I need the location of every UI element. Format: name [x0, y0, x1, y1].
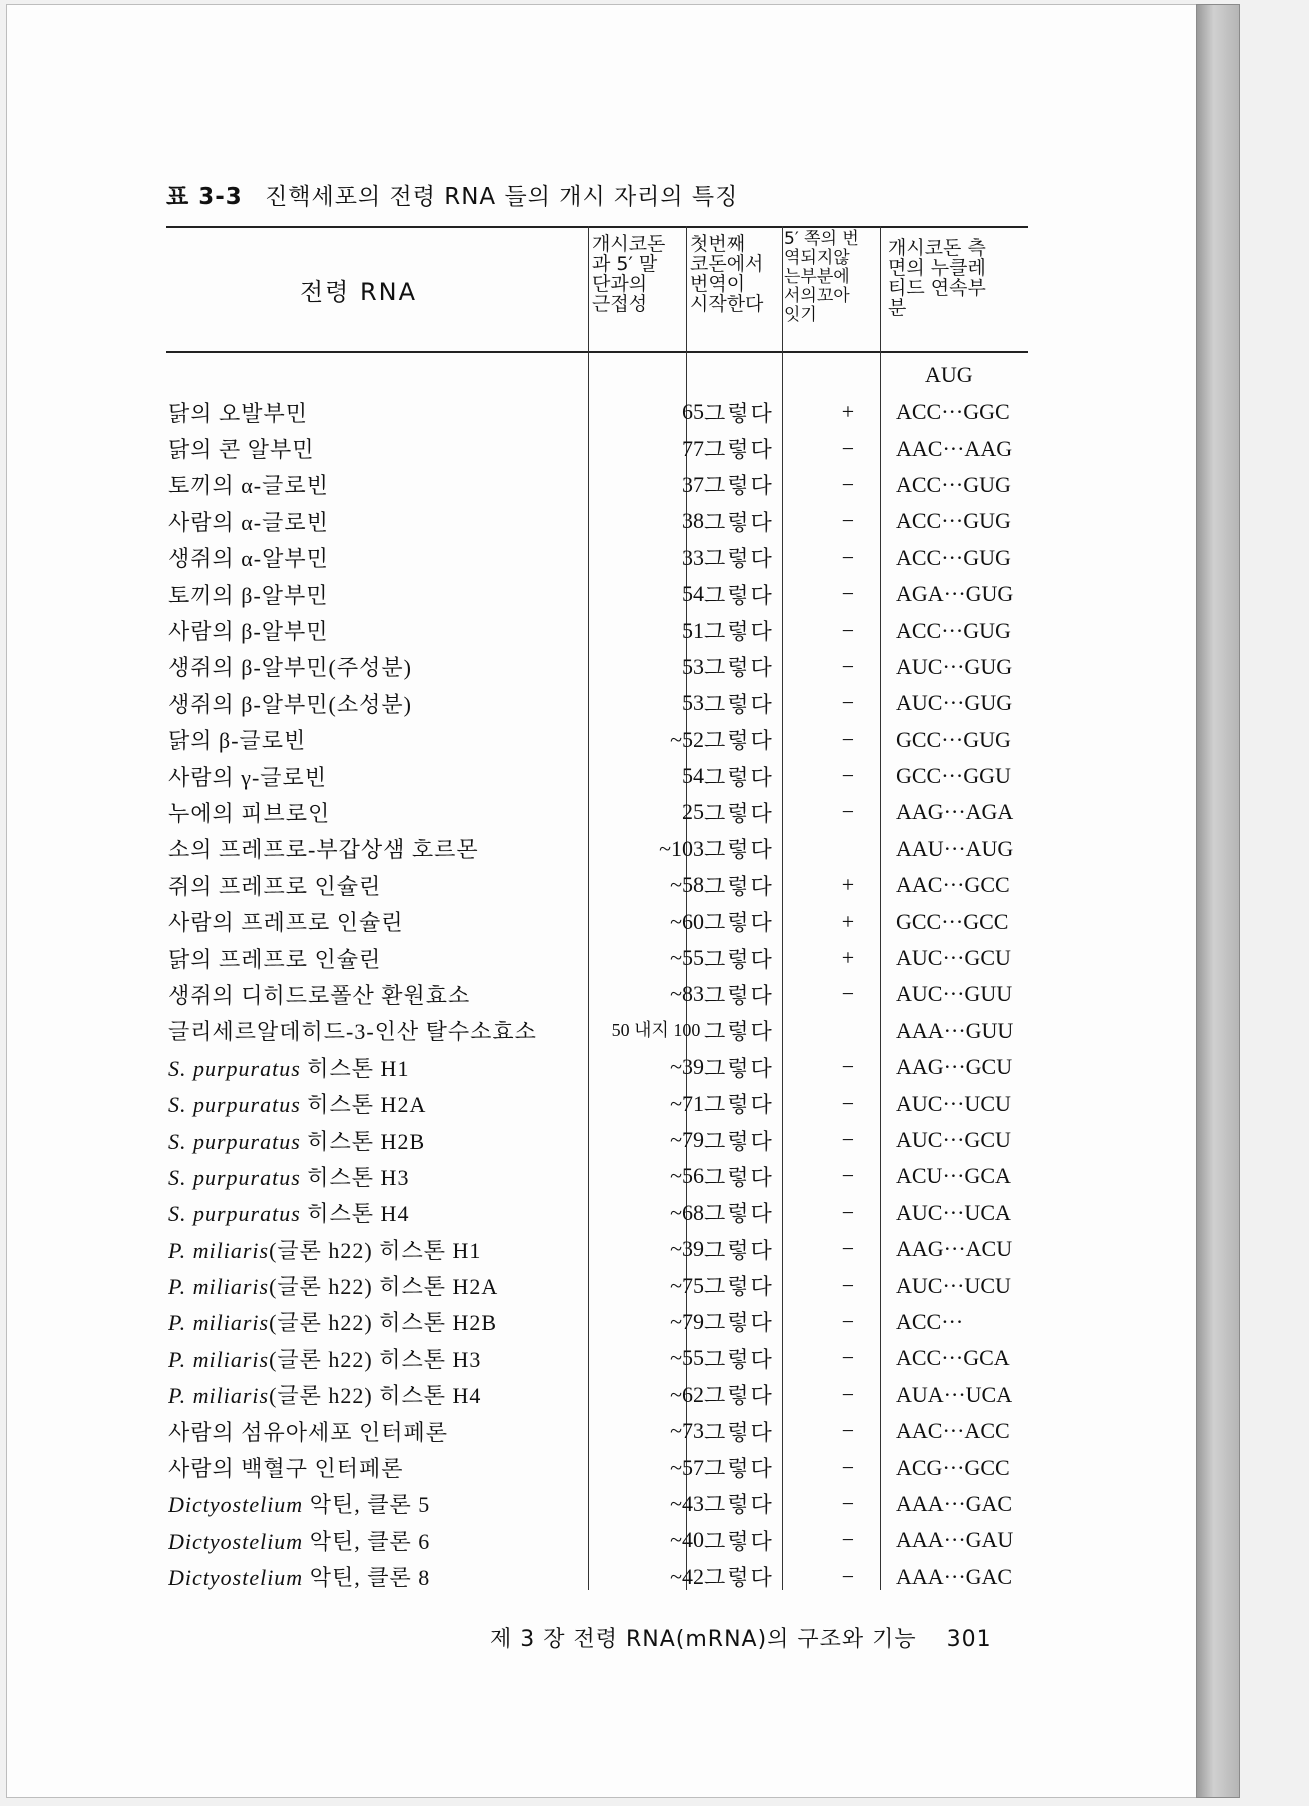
header-flanking: 개시코돈 측 면의 누클레 티드 연속부 분	[888, 237, 986, 319]
proximity-cell: ~60	[670, 908, 704, 934]
hairpin-cell: −	[841, 981, 855, 1007]
flanking-seq-cell: AUC···GCU	[896, 945, 1011, 971]
first-codon-cell: 그렇다	[704, 982, 774, 1008]
first-codon-cell: 그렇다	[704, 1419, 774, 1445]
proximity-cell: 54	[682, 763, 704, 789]
mrna-name-cell	[168, 467, 608, 503]
species-name: P. miliaris	[168, 1237, 270, 1263]
first-codon-cell: 그렇다	[704, 764, 774, 790]
mrna-name: 소의 프레프로-부갑상샘 호르몬	[168, 837, 479, 863]
hairpin-cell: −	[841, 435, 855, 461]
proximity-cell: 51	[682, 617, 704, 643]
mrna-name-cell	[168, 612, 608, 648]
page-footer	[490, 1622, 992, 1653]
hairpin-cell	[800, 1013, 896, 1049]
flanking-seq-cell: AAC···AAG	[896, 435, 1013, 461]
mrna-name-cell	[168, 758, 608, 794]
table-top-rule	[166, 226, 1028, 228]
mrna-name: 사람의 프레프로 인슐린	[168, 910, 404, 936]
mrna-name-cell	[168, 576, 608, 612]
mrna-name-cell	[168, 1158, 608, 1194]
first-codon-cell: 그렇다	[704, 1237, 774, 1263]
proximity-cell: ~40	[670, 1527, 704, 1553]
first-codon-cell: 그렇다	[704, 837, 774, 863]
hairpin-cell: −	[841, 1308, 855, 1334]
proximity-cell: ~62	[670, 1381, 704, 1407]
mrna-name: 히스톤 H2A	[307, 1092, 427, 1118]
species-name: S. purpuratus	[168, 1201, 301, 1227]
mrna-name: 토끼의 α-글로빈	[168, 473, 329, 499]
table-row	[168, 1049, 1046, 1085]
species-name: S. purpuratus	[168, 1128, 301, 1154]
table-row	[168, 1085, 1046, 1121]
table-row	[168, 1449, 1046, 1485]
first-codon-cell: 그렇다	[704, 691, 774, 717]
table-row	[168, 685, 1046, 721]
mrna-name: 사람의 γ-글로빈	[168, 764, 328, 790]
proximity-cell: ~73	[670, 1418, 704, 1444]
proximity-cell: ~103	[659, 835, 704, 861]
proximity-cell: 38	[682, 508, 704, 534]
flanking-seq-cell: AAU···AUG	[896, 835, 1014, 861]
mrna-name: 히스톤 H3	[307, 1164, 410, 1190]
mrna-name-cell	[168, 976, 608, 1012]
proximity-cell: ~75	[670, 1272, 704, 1298]
first-codon-cell: 그렇다	[704, 400, 774, 426]
flanking-seq-cell: GCC···GCC	[896, 908, 1009, 934]
table-row	[168, 1340, 1046, 1376]
flanking-seq-cell: GCC···GGU	[896, 763, 1011, 789]
first-codon-cell: 그렇다	[704, 1164, 774, 1190]
table-row	[168, 831, 1046, 867]
mrna-name-cell	[168, 540, 608, 576]
species-name: S. purpuratus	[168, 1055, 301, 1081]
aug-label: AUG	[925, 362, 973, 387]
table-row	[168, 1304, 1046, 1340]
table-row	[168, 1158, 1046, 1194]
mrna-name: (글론 h22) 히스톤 H2A	[269, 1274, 499, 1300]
table-row	[168, 1377, 1046, 1413]
mrna-name: 생쥐의 α-알부민	[168, 546, 329, 572]
proximity-cell: ~39	[670, 1054, 704, 1080]
table-row	[168, 1231, 1046, 1267]
hairpin-cell: −	[841, 726, 855, 752]
first-codon-cell: 그렇다	[704, 1055, 774, 1081]
proximity-cell: 50 내지 100	[611, 1020, 701, 1041]
table-row	[168, 1122, 1046, 1158]
mrna-name: 히스톤 H1	[307, 1055, 410, 1081]
first-codon-cell: 그렇다	[704, 1565, 774, 1591]
flanking-seq-cell: AUC···UCA	[896, 1199, 1011, 1225]
mrna-name-cell	[168, 867, 608, 903]
hairpin-cell: −	[841, 544, 855, 570]
table-row	[168, 1013, 1046, 1049]
flanking-seq-cell: AAA···GAC	[896, 1490, 1013, 1516]
hairpin-cell: −	[841, 1054, 855, 1080]
mrna-name-cell	[168, 1304, 608, 1340]
flanking-seq-cell: AAG···AGA	[896, 799, 1014, 825]
hairpin-cell: −	[841, 1127, 855, 1152]
hairpin-cell: −	[841, 653, 855, 679]
hairpin-cell: −	[841, 1090, 855, 1116]
first-codon-cell: 그렇다	[704, 1201, 774, 1227]
mrna-name: (글론 h22) 히스톤 H3	[269, 1346, 482, 1372]
flanking-seq-cell: AAA···GAC	[896, 1563, 1013, 1589]
species-name: S. purpuratus	[168, 1092, 301, 1118]
species-name: Dictyostelium	[168, 1492, 304, 1518]
proximity-cell: ~55	[670, 945, 704, 971]
mrna-name: 사람의 섬유아세포 인터페론	[168, 1419, 449, 1445]
flanking-seq-cell: ACG···GCC	[896, 1454, 1010, 1480]
hairpin-cell: −	[841, 1490, 855, 1516]
table-row	[168, 503, 1046, 539]
table-row	[168, 576, 1046, 612]
first-codon-cell: 그렇다	[704, 1092, 774, 1118]
flanking-seq-cell: ACC···GGC	[896, 399, 1010, 425]
mrna-name-cell	[168, 685, 608, 721]
table-row	[168, 649, 1046, 685]
hairpin-cell: +	[841, 399, 855, 425]
mrna-name: 히스톤 H4	[307, 1201, 410, 1227]
mrna-name-cell	[168, 1195, 608, 1231]
table-row	[168, 794, 1046, 830]
first-codon-cell: 그렇다	[704, 800, 774, 826]
first-codon-cell: 그렇다	[704, 619, 774, 645]
flanking-seq-cell: AUC···GCU	[896, 1127, 1011, 1152]
species-name: Dictyostelium	[168, 1565, 304, 1591]
table-row	[168, 758, 1046, 794]
first-codon-cell: 그렇다	[704, 873, 774, 899]
species-name: P. miliaris	[168, 1383, 270, 1409]
mrna-name: 닭의 β-글로빈	[168, 728, 307, 754]
proximity-cell: ~56	[670, 1163, 704, 1189]
table-row	[168, 1267, 1046, 1303]
first-codon-cell: 그렇다	[704, 1274, 774, 1300]
mrna-name: 닭의 오발부민	[168, 400, 309, 426]
first-codon-cell: 그렇다	[704, 910, 774, 936]
hairpin-cell: −	[841, 690, 855, 716]
mrna-name: (글론 h22) 히스톤 H2B	[269, 1310, 498, 1336]
hairpin-cell: −	[841, 763, 855, 789]
flanking-seq-cell: ACC···GCA	[896, 1345, 1010, 1371]
mrna-name-cell	[168, 903, 608, 939]
mrna-name: 악틴, 클론 5	[309, 1492, 431, 1518]
species-name: Dictyostelium	[168, 1528, 304, 1554]
species-name: P. miliaris	[168, 1346, 270, 1372]
proximity-cell: ~55	[670, 1345, 704, 1371]
table-caption	[166, 178, 738, 211]
table-row	[168, 722, 1046, 758]
table-row	[168, 903, 1046, 939]
table-row	[168, 430, 1046, 466]
mrna-name: 히스톤 H2B	[307, 1128, 426, 1154]
first-codon-cell: 그렇다	[704, 582, 774, 608]
proximity-cell: ~58	[670, 872, 704, 898]
hairpin-cell: +	[841, 908, 855, 934]
hairpin-cell: −	[841, 1527, 855, 1553]
mrna-name-cell	[168, 794, 608, 830]
proximity-cell: ~42	[670, 1563, 704, 1589]
table-row	[168, 867, 1046, 903]
hairpin-cell: −	[841, 581, 855, 607]
flanking-seq-cell: AUC···UCU	[896, 1090, 1011, 1116]
proximity-cell: 53	[682, 690, 704, 716]
mrna-name-cell	[168, 1340, 608, 1376]
mrna-name: 악틴, 클론 8	[309, 1565, 431, 1591]
proximity-cell: ~71	[670, 1090, 704, 1116]
flanking-seq-cell: AUC···GUG	[896, 690, 1013, 716]
first-codon-cell: 그렇다	[704, 546, 774, 572]
header-proximity: 개시코돈 과 5′ 말 단과의 근접성	[592, 233, 666, 315]
mrna-name-cell	[168, 1049, 608, 1085]
flanking-seq-cell: AAA···GUU	[896, 1017, 1014, 1043]
table-row	[168, 1522, 1046, 1558]
proximity-cell: 33	[682, 544, 704, 570]
mrna-name-cell	[168, 1377, 608, 1413]
mrna-name: 사람의 백혈구 인터페론	[168, 1456, 404, 1482]
proximity-cell: ~68	[670, 1199, 704, 1225]
proximity-cell: 25	[682, 799, 704, 825]
proximity-cell: 65	[682, 399, 704, 425]
hairpin-cell: +	[841, 945, 855, 971]
first-codon-cell: 그렇다	[704, 1383, 774, 1409]
table-row	[168, 1413, 1046, 1449]
hairpin-cell: −	[841, 799, 855, 825]
proximity-cell: ~79	[670, 1127, 704, 1152]
flanking-seq-cell: AAG···ACU	[896, 1236, 1013, 1262]
mrna-name-cell	[168, 430, 608, 466]
mrna-name-cell	[168, 394, 608, 430]
page-number: 301	[946, 1627, 992, 1652]
proximity-cell: 37	[682, 471, 704, 497]
table-row	[168, 540, 1046, 576]
species-name: P. miliaris	[168, 1310, 270, 1336]
flanking-seq-cell: AUC···GUU	[896, 981, 1013, 1007]
book-spine-edge	[1196, 4, 1240, 1798]
proximity-cell: ~52	[670, 726, 704, 752]
header-mrna: 전령 RNA	[300, 278, 418, 306]
flanking-seq-cell: AGA···GUG	[896, 581, 1014, 607]
first-codon-cell: 그렇다	[704, 1019, 774, 1045]
mrna-name: 사람의 β-알부민	[168, 619, 329, 645]
mrna-name-cell	[168, 940, 608, 976]
mrna-name: 닭의 프레프로 인슐린	[168, 946, 382, 972]
hairpin-cell: +	[841, 872, 855, 898]
mrna-name: 사람의 α-글로빈	[168, 509, 329, 535]
hairpin-cell: −	[841, 508, 855, 534]
flanking-seq-cell: AUC···GUG	[896, 653, 1013, 679]
first-codon-cell: 그렇다	[704, 1528, 774, 1554]
proximity-cell: ~83	[670, 981, 704, 1007]
first-codon-cell: 그렇다	[704, 1310, 774, 1336]
hairpin-cell: −	[841, 1272, 855, 1298]
data-table	[168, 394, 1046, 1595]
table-row	[168, 467, 1046, 503]
mrna-name: 쥐의 프레프로 인슐린	[168, 873, 382, 899]
table-header-rule	[166, 351, 1028, 353]
proximity-cell: 77	[682, 435, 704, 461]
proximity-cell: 54	[682, 581, 704, 607]
mrna-name: 토끼의 β-알부민	[168, 582, 329, 608]
mrna-name-cell	[168, 649, 608, 685]
first-codon-cell: 그렇다	[704, 1128, 774, 1154]
table-row	[168, 1195, 1046, 1231]
flanking-seq-cell: ACU···GCA	[896, 1163, 1011, 1189]
flanking-seq-cell: AAC···ACC	[896, 1418, 1010, 1444]
flanking-seq-cell: ACC···GUG	[896, 617, 1011, 643]
first-codon-cell: 그렇다	[704, 1456, 774, 1482]
mrna-name-cell	[168, 1231, 608, 1267]
first-codon-cell: 그렇다	[704, 946, 774, 972]
first-codon-cell: 그렇다	[704, 728, 774, 754]
chapter-title: 제 3 장 전령 RNA(mRNA)의 구조와 기능	[490, 1627, 917, 1652]
table-row	[168, 976, 1046, 1012]
hairpin-cell: −	[841, 1454, 855, 1480]
proximity-cell: ~43	[670, 1490, 704, 1516]
mrna-name-cell	[168, 1267, 608, 1303]
mrna-name: 생쥐의 β-알부민(소성분)	[168, 691, 412, 717]
flanking-seq-cell: AUC···UCU	[896, 1272, 1011, 1298]
hairpin-cell: −	[841, 1163, 855, 1189]
mrna-name: 악틴, 클론 6	[309, 1528, 431, 1554]
table-title: 진핵세포의 전령 RNA 들의 개시 자리의 특징	[265, 184, 739, 210]
first-codon-cell: 그렇다	[704, 437, 774, 463]
table-row	[168, 940, 1046, 976]
first-codon-cell: 그렇다	[704, 509, 774, 535]
flanking-seq-cell: AAA···GAU	[896, 1527, 1014, 1553]
mrna-name: (글론 h22) 히스톤 H1	[269, 1237, 482, 1263]
flanking-seq-cell: AUA···UCA	[896, 1381, 1013, 1407]
table-number: 표 3-3	[166, 184, 243, 210]
flanking-seq-cell: ACC···GUG	[896, 544, 1011, 570]
first-codon-cell: 그렇다	[704, 1346, 774, 1372]
flanking-seq-cell: GCC···GUG	[896, 726, 1011, 752]
table-row	[168, 1486, 1046, 1522]
hairpin-cell: −	[841, 1418, 855, 1444]
flanking-seq-cell: ACC···GUG	[896, 471, 1011, 497]
proximity-cell: 53	[682, 653, 704, 679]
flanking-seq-cell: AAC···GCC	[896, 872, 1010, 898]
mrna-name: 생쥐의 β-알부민(주성분)	[168, 655, 412, 681]
hairpin-cell: −	[841, 1199, 855, 1225]
table-row	[168, 1559, 1046, 1595]
mrna-name-cell	[168, 1486, 608, 1522]
hairpin-cell: −	[841, 471, 855, 497]
mrna-name-cell	[168, 1013, 608, 1049]
mrna-name: 닭의 콘 알부민	[168, 437, 315, 463]
hairpin-cell: −	[841, 1563, 855, 1589]
mrna-name-cell	[168, 1122, 608, 1158]
hairpin-cell: −	[841, 1345, 855, 1371]
mrna-name: 글리세르알데히드-3-인산 탈수소효소	[168, 1019, 537, 1045]
first-codon-cell: 그렇다	[704, 1492, 774, 1518]
mrna-name-cell	[168, 1449, 608, 1485]
table-row	[168, 612, 1046, 648]
mrna-name-cell	[168, 722, 608, 758]
mrna-name-cell	[168, 1085, 608, 1121]
mrna-name-cell	[168, 1559, 608, 1595]
flanking-seq-cell: AAG···GCU	[896, 1054, 1013, 1080]
mrna-name: 생쥐의 디히드로폴산 환원효소	[168, 982, 471, 1008]
table-body	[168, 394, 1046, 1595]
proximity-cell: ~79	[670, 1308, 704, 1334]
hairpin-cell: −	[841, 1381, 855, 1407]
first-codon-cell: 그렇다	[704, 655, 774, 681]
hairpin-cell	[800, 831, 896, 867]
mrna-name-cell	[168, 1413, 608, 1449]
flanking-seq-cell: ACC···	[896, 1308, 964, 1334]
hairpin-cell: −	[841, 617, 855, 643]
mrna-name-cell	[168, 1522, 608, 1558]
species-name: S. purpuratus	[168, 1164, 301, 1190]
first-codon-cell: 그렇다	[704, 473, 774, 499]
proximity-cell: ~39	[670, 1236, 704, 1262]
mrna-name: 누에의 피브로인	[168, 800, 331, 826]
mrna-name-cell	[168, 831, 608, 867]
mrna-name: (글론 h22) 히스톤 H4	[269, 1383, 482, 1409]
table-row	[168, 394, 1046, 430]
mrna-name-cell	[168, 503, 608, 539]
species-name: P. miliaris	[168, 1274, 270, 1300]
hairpin-cell: −	[841, 1236, 855, 1262]
header-first-codon: 첫번째 코돈에서 번역이 시작한다	[690, 233, 764, 315]
flanking-seq-cell: ACC···GUG	[896, 508, 1011, 534]
header-hairpin: 5′ 쪽의 번 역되지않 는부분에 서의꼬아 잇기	[784, 229, 859, 325]
proximity-cell: ~57	[670, 1454, 704, 1480]
